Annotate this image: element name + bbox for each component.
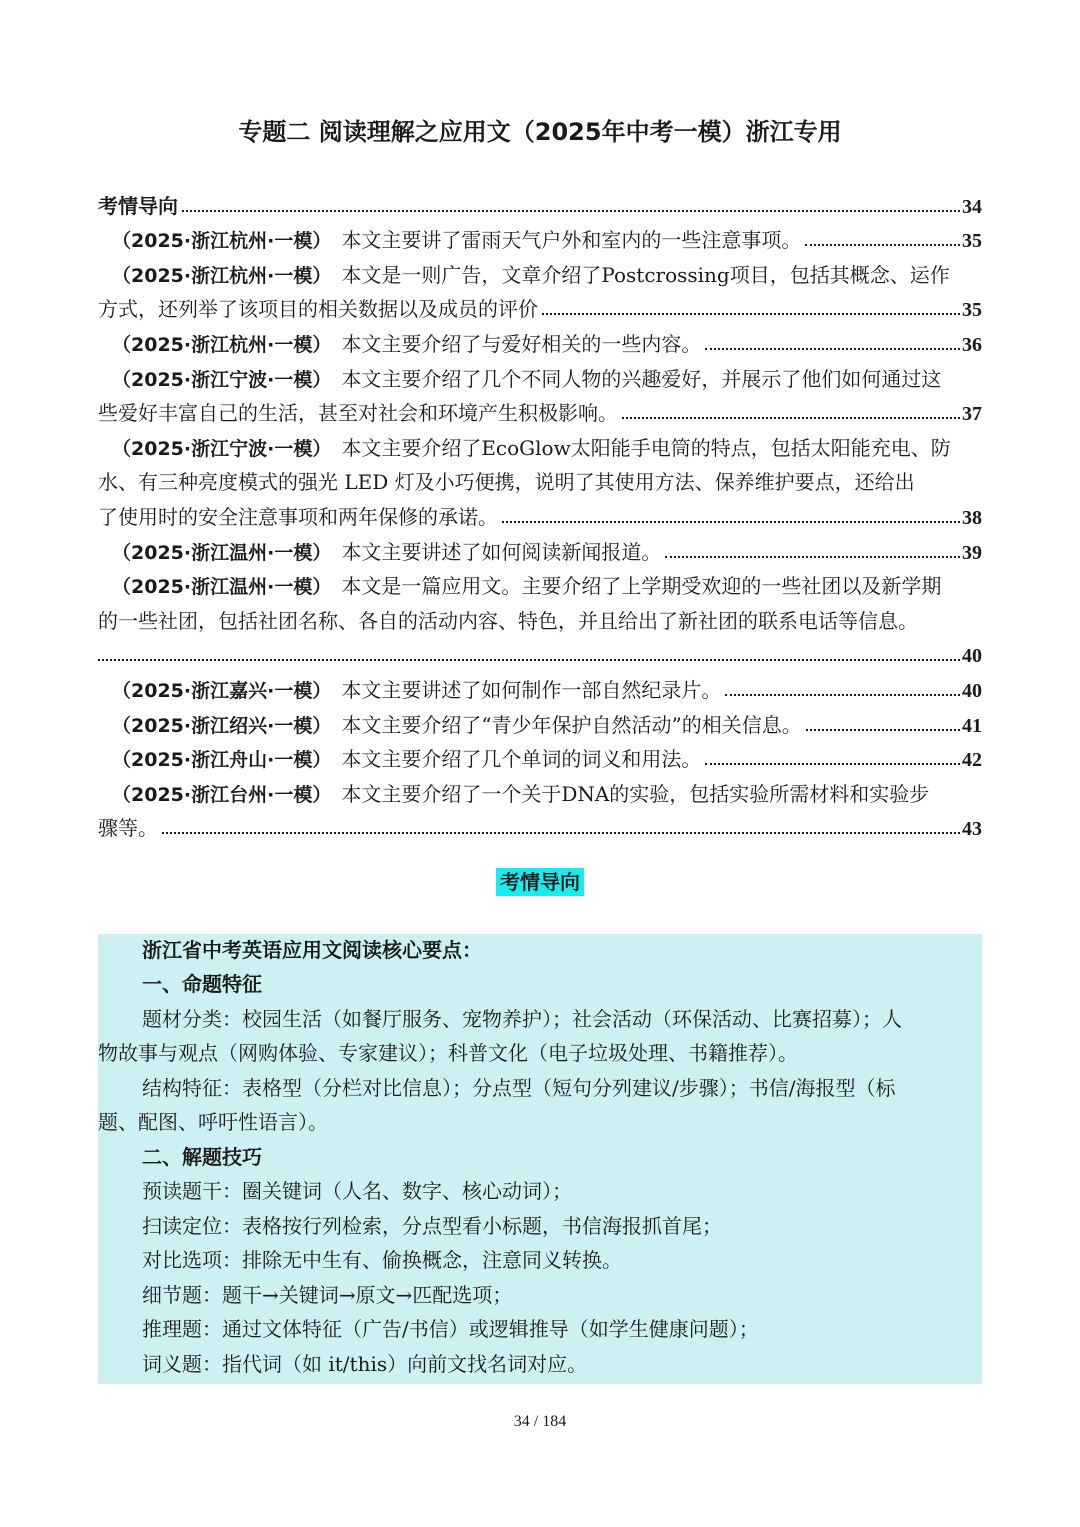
toc-entry-continuation[interactable] — [98, 634, 982, 669]
toc-leader — [622, 417, 960, 419]
toc-entry[interactable] — [98, 322, 982, 357]
toc-entry[interactable] — [98, 668, 982, 703]
toc-leader — [182, 210, 960, 212]
toc-page-number: 34 — [962, 195, 982, 218]
toc-leader — [725, 694, 960, 696]
toc-entry-continuation[interactable] — [98, 807, 982, 842]
toc-entry[interactable] — [98, 253, 982, 288]
toc-page-number: 41 — [962, 714, 982, 737]
toc-entry-summary: 本文主要介绍了“青少年保护自然活动”的相关信息。 — [341, 712, 802, 737]
toc-entry-summary: 了使用时的安全注意事项和两年保修的承诺。 — [98, 504, 498, 529]
toc-page-number: 40 — [962, 645, 982, 668]
toc-entry[interactable] — [98, 219, 982, 254]
toc-entry-continuation[interactable] — [98, 392, 982, 427]
toc-entry-summary: 本文主要讲了雷雨天气户外和室内的一些注意事项。 — [341, 228, 802, 253]
toc-entry-summary: 本文是一则广告，文章介绍了Postcrossing项目，包括其概念、运作 — [341, 262, 950, 287]
toc-entry-summary: 的一些社团，包括社团名称、各自的活动内容、特色，并且给出了新社团的联系电话等信息。 — [98, 608, 918, 633]
toc-entry[interactable] — [98, 184, 982, 219]
toc-entry-source: （2025·浙江舟山·一模） — [112, 749, 332, 772]
toc-leader — [805, 244, 960, 246]
toc-entry-summary: 骤等。 — [98, 816, 158, 841]
toc-entry-source: （2025·浙江宁波·一模） — [112, 368, 332, 391]
toc-leader — [705, 348, 960, 350]
table-of-contents — [98, 184, 982, 841]
key-points-box — [98, 934, 982, 1384]
toc-page-number: 35 — [962, 230, 982, 253]
box-tip: 细节题：题干→关键词→原文→匹配选项； — [142, 1283, 513, 1307]
toc-entry-summary: 方式，还列举了该项目的相关数据以及成员的评价 — [98, 297, 538, 322]
box-heading-features: 一、命题特征 — [142, 972, 262, 996]
toc-leader — [98, 659, 960, 661]
toc-entry-summary: 本文是一篇应用文。主要介绍了上学期受欢迎的一些社团以及新学期 — [341, 574, 942, 599]
toc-page-number: 43 — [962, 818, 982, 841]
box-paragraph: 物故事与观点（网购体验、专家建议）；科普文化（电子垃圾处理、书籍推荐）。 — [98, 1041, 798, 1065]
toc-page-number: 37 — [962, 403, 982, 426]
toc-entry-source: （2025·浙江嘉兴·一模） — [112, 679, 332, 702]
toc-entry-source: （2025·浙江杭州·一模） — [112, 230, 332, 253]
toc-leader — [542, 313, 960, 315]
toc-leader — [502, 521, 960, 523]
toc-entry[interactable] — [98, 565, 982, 600]
toc-entry[interactable] — [98, 772, 982, 807]
toc-entry-summary: 本文主要介绍了几个不同人物的兴趣爱好，并展示了他们如何通过这 — [341, 366, 942, 391]
box-tip: 预读题干：圈关键词（人名、数字、核心动词）； — [142, 1179, 572, 1203]
toc-entry-summary: 水、有三种亮度模式的强光 LED 灯及小巧便携，说明了其使用方法、保养维护要点，还给出 — [98, 470, 915, 495]
box-tip: 对比选项：排除无中生有、偷换概念，注意同义转换。 — [142, 1248, 622, 1272]
toc-leader — [162, 832, 960, 834]
toc-entry-summary: 些爱好丰富自己的生活，甚至对社会和环境产生积极影响。 — [98, 401, 618, 426]
box-intro: 浙江省中考英语应用文阅读核心要点： — [142, 938, 482, 962]
box-paragraph: 题材分类：校园生活（如餐厅服务、宠物养护）；社会活动（环保活动、比赛招募）；人 — [142, 1007, 902, 1031]
toc-entry[interactable] — [98, 357, 982, 392]
page-number-footer: 34 / 184 — [513, 1413, 567, 1430]
toc-leader — [705, 763, 960, 765]
toc-entry-summary: 本文主要讲述了如何制作一部自然纪录片。 — [341, 677, 722, 702]
toc-entry-text: 考情导向 — [98, 193, 178, 218]
toc-entry-source: （2025·浙江温州·一模） — [112, 576, 332, 599]
toc-entry-source: （2025·浙江宁波·一模） — [112, 437, 332, 460]
toc-entry-source: （2025·浙江杭州·一模） — [112, 333, 332, 356]
toc-entry[interactable] — [98, 703, 982, 738]
toc-entry-continuation[interactable] — [98, 599, 982, 634]
section-heading-text: 考情导向 — [496, 868, 584, 896]
toc-entry-summary: 本文主要介绍了一个关于DNA的实验，包括实验所需材料和实验步 — [341, 781, 930, 806]
toc-entry-summary: 本文主要介绍了与爱好相关的一些内容。 — [341, 331, 702, 356]
toc-entry-summary: 本文主要介绍了EcoGlow太阳能手电筒的特点，包括太阳能充电、防 — [341, 435, 951, 460]
box-tip: 词义题：指代词（如 it/this）向前文找名词对应。 — [142, 1352, 588, 1376]
toc-entry[interactable] — [98, 738, 982, 773]
toc-entry-source: （2025·浙江杭州·一模） — [112, 264, 332, 287]
toc-entry-summary: 本文主要介绍了几个单词的词义和用法。 — [341, 747, 702, 772]
toc-entry-source: （2025·浙江温州·一模） — [112, 541, 332, 564]
toc-entry-source: （2025·浙江绍兴·一模） — [112, 714, 332, 737]
toc-page-number: 42 — [962, 749, 982, 772]
toc-page-number: 39 — [962, 541, 982, 564]
box-tip: 推理题：通过文体特征（广告/书信）或逻辑推导（如学生健康问题）； — [142, 1317, 759, 1341]
toc-page-number: 35 — [962, 299, 982, 322]
section-heading — [0, 866, 1080, 895]
toc-leader — [806, 729, 960, 731]
toc-page-number: 38 — [962, 506, 982, 529]
toc-entry[interactable] — [98, 426, 982, 461]
toc-entry-summary: 本文主要讲述了如何阅读新闻报道。 — [341, 539, 662, 564]
box-paragraph: 结构特征：表格型（分栏对比信息）；分点型（短句分列建议/步骤）；书信/海报型（标 — [142, 1076, 896, 1100]
toc-entry-source: （2025·浙江台州·一模） — [112, 783, 332, 806]
box-paragraph: 题、配图、呼吁性语言）。 — [98, 1110, 328, 1134]
toc-entry-continuation[interactable] — [98, 495, 982, 530]
toc-entry-continuation[interactable] — [98, 288, 982, 323]
toc-entry[interactable] — [98, 530, 982, 565]
toc-entry-continuation[interactable] — [98, 461, 982, 496]
toc-page-number: 40 — [962, 679, 982, 702]
box-tip: 扫读定位：表格按行列检索，分点型看小标题，书信海报抓首尾； — [142, 1214, 722, 1238]
toc-page-number: 36 — [962, 333, 982, 356]
toc-leader — [665, 556, 960, 558]
box-heading-techniques: 二、解题技巧 — [142, 1145, 262, 1169]
page-title: 专题二 阅读理解之应用文（2025年中考一模）浙江专用 — [238, 118, 842, 146]
